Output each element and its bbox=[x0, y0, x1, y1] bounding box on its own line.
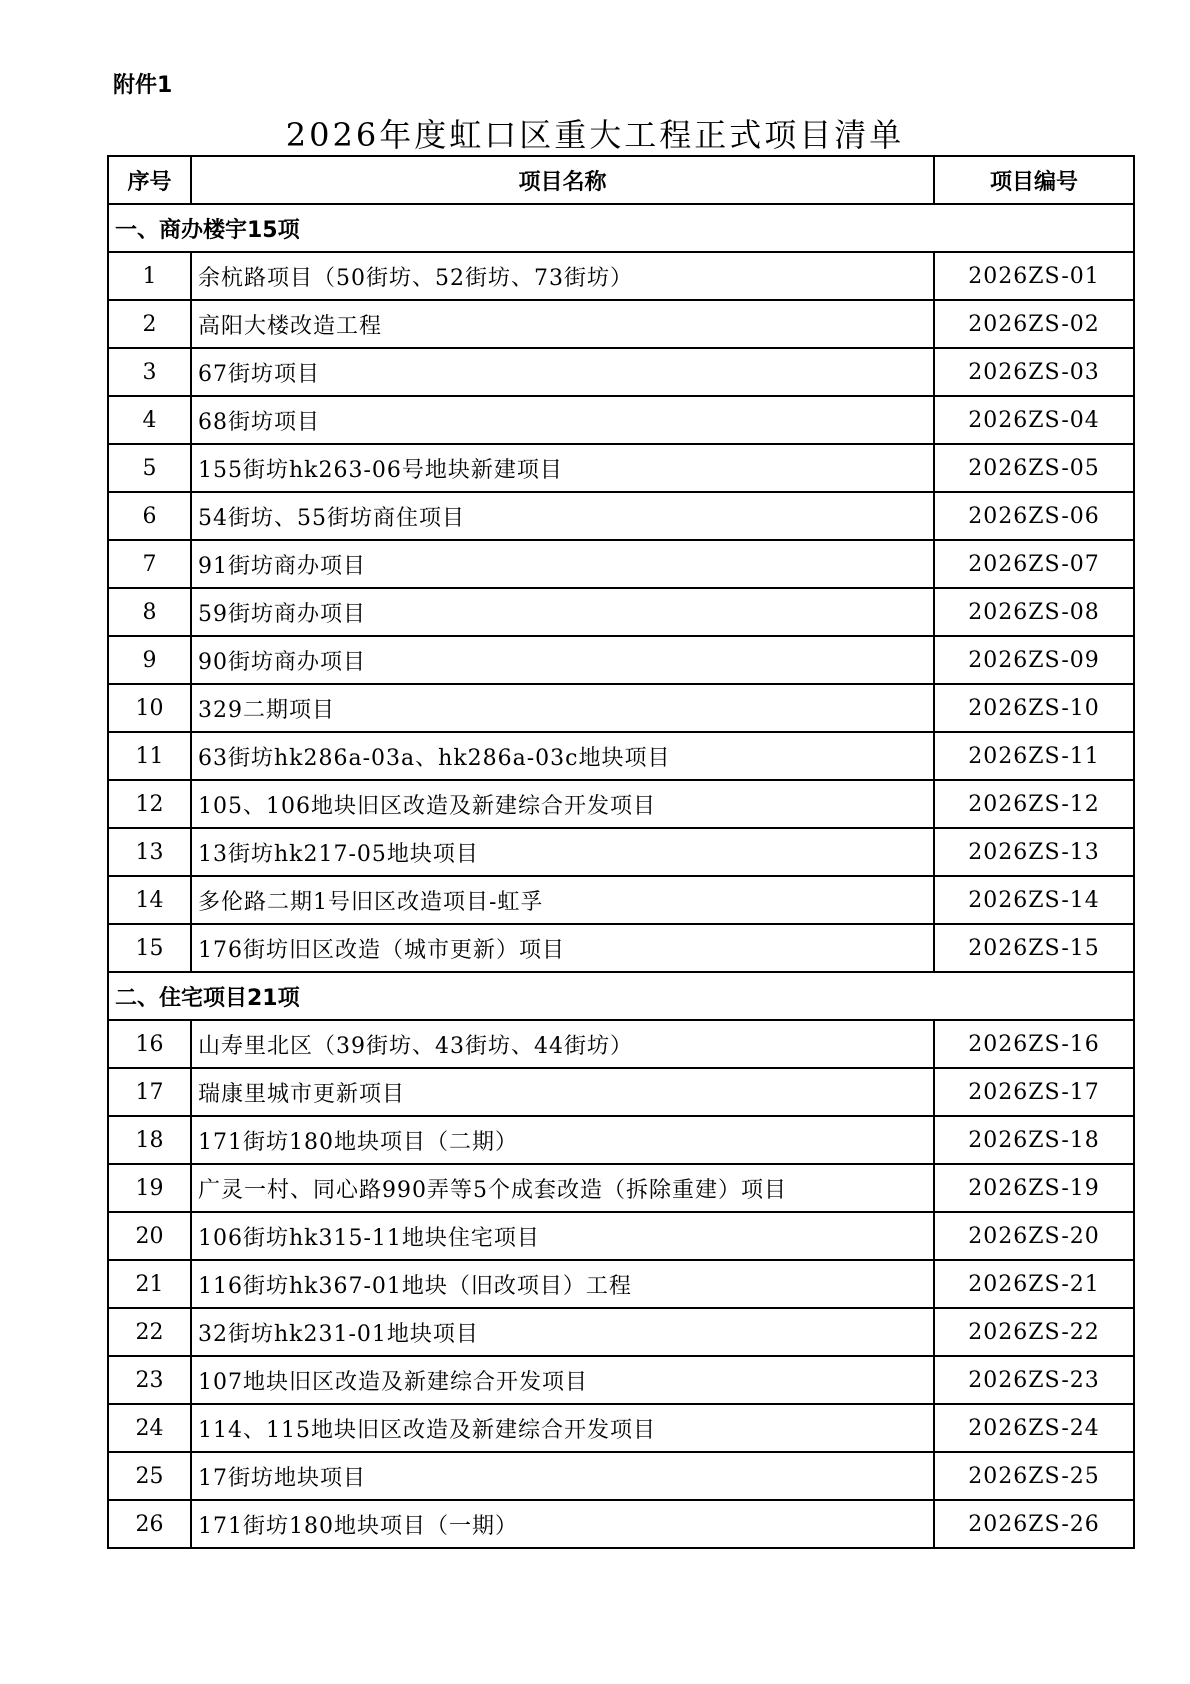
row-seq: 19 bbox=[108, 1164, 191, 1212]
row-seq: 18 bbox=[108, 1116, 191, 1164]
row-project-code: 2026ZS-22 bbox=[934, 1308, 1134, 1356]
table-row bbox=[108, 1116, 1134, 1164]
row-project-code: 2026ZS-06 bbox=[934, 492, 1134, 540]
table-row bbox=[108, 924, 1134, 972]
row-project-name: 广灵一村、同心路990弄等5个成套改造（拆除重建）项目 bbox=[191, 1164, 934, 1212]
row-project-code: 2026ZS-07 bbox=[934, 540, 1134, 588]
table-row bbox=[108, 828, 1134, 876]
row-project-code: 2026ZS-01 bbox=[934, 252, 1134, 300]
table-row bbox=[108, 780, 1134, 828]
row-project-code: 2026ZS-02 bbox=[934, 300, 1134, 348]
row-project-code: 2026ZS-10 bbox=[934, 684, 1134, 732]
table-row bbox=[108, 1356, 1134, 1404]
table-row bbox=[108, 1404, 1134, 1452]
row-project-code: 2026ZS-04 bbox=[934, 396, 1134, 444]
row-project-name: 68街坊项目 bbox=[191, 396, 934, 444]
row-project-name: 63街坊hk286a-03a、hk286a-03c地块项目 bbox=[191, 732, 934, 780]
row-seq: 11 bbox=[108, 732, 191, 780]
row-seq: 10 bbox=[108, 684, 191, 732]
table-row bbox=[108, 300, 1134, 348]
row-project-code: 2026ZS-15 bbox=[934, 924, 1134, 972]
row-project-name: 91街坊商办项目 bbox=[191, 540, 934, 588]
row-seq: 20 bbox=[108, 1212, 191, 1260]
row-seq: 4 bbox=[108, 396, 191, 444]
row-project-code: 2026ZS-12 bbox=[934, 780, 1134, 828]
row-seq: 2 bbox=[108, 300, 191, 348]
table-row bbox=[108, 1260, 1134, 1308]
row-project-name: 171街坊180地块项目（一期） bbox=[191, 1500, 934, 1548]
row-project-name: 176街坊旧区改造（城市更新）项目 bbox=[191, 924, 934, 972]
project-table bbox=[107, 155, 1135, 1549]
table-body bbox=[108, 204, 1134, 1548]
row-project-name: 155街坊hk263-06号地块新建项目 bbox=[191, 444, 934, 492]
row-seq: 25 bbox=[108, 1452, 191, 1500]
row-seq: 23 bbox=[108, 1356, 191, 1404]
row-seq: 5 bbox=[108, 444, 191, 492]
row-project-code: 2026ZS-20 bbox=[934, 1212, 1134, 1260]
row-project-name: 59街坊商办项目 bbox=[191, 588, 934, 636]
table-row bbox=[108, 636, 1134, 684]
table-row bbox=[108, 1500, 1134, 1548]
row-seq: 3 bbox=[108, 348, 191, 396]
row-project-name: 瑞康里城市更新项目 bbox=[191, 1068, 934, 1116]
row-seq: 14 bbox=[108, 876, 191, 924]
row-project-code: 2026ZS-09 bbox=[934, 636, 1134, 684]
row-seq: 21 bbox=[108, 1260, 191, 1308]
row-seq: 6 bbox=[108, 492, 191, 540]
row-seq: 7 bbox=[108, 540, 191, 588]
table-row bbox=[108, 540, 1134, 588]
row-project-code: 2026ZS-13 bbox=[934, 828, 1134, 876]
table-row bbox=[108, 492, 1134, 540]
row-project-code: 2026ZS-21 bbox=[934, 1260, 1134, 1308]
row-project-code: 2026ZS-17 bbox=[934, 1068, 1134, 1116]
table-row bbox=[108, 396, 1134, 444]
row-project-name: 171街坊180地块项目（二期） bbox=[191, 1116, 934, 1164]
row-project-code: 2026ZS-08 bbox=[934, 588, 1134, 636]
row-seq: 13 bbox=[108, 828, 191, 876]
row-seq: 17 bbox=[108, 1068, 191, 1116]
table-row bbox=[108, 348, 1134, 396]
table-row bbox=[108, 876, 1134, 924]
row-project-name: 余杭路项目（50街坊、52街坊、73街坊） bbox=[191, 252, 934, 300]
table-row bbox=[108, 684, 1134, 732]
row-project-name: 17街坊地块项目 bbox=[191, 1452, 934, 1500]
table-row bbox=[108, 1452, 1134, 1500]
row-project-name: 山寿里北区（39街坊、43街坊、44街坊） bbox=[191, 1020, 934, 1068]
row-seq: 22 bbox=[108, 1308, 191, 1356]
column-header-code: 项目编号 bbox=[934, 156, 1134, 204]
row-project-code: 2026ZS-03 bbox=[934, 348, 1134, 396]
row-project-code: 2026ZS-14 bbox=[934, 876, 1134, 924]
table-row bbox=[108, 1164, 1134, 1212]
section-label: 一、商办楼宇15项 bbox=[108, 204, 1134, 252]
row-project-code: 2026ZS-16 bbox=[934, 1020, 1134, 1068]
row-project-name: 105、106地块旧区改造及新建综合开发项目 bbox=[191, 780, 934, 828]
document-title: 2026年度虹口区重大工程正式项目清单 bbox=[285, 116, 905, 154]
section-row bbox=[108, 972, 1134, 1020]
row-project-code: 2026ZS-24 bbox=[934, 1404, 1134, 1452]
table-row bbox=[108, 1020, 1134, 1068]
row-project-code: 2026ZS-11 bbox=[934, 732, 1134, 780]
row-project-name: 106街坊hk315-11地块住宅项目 bbox=[191, 1212, 934, 1260]
section-label: 二、住宅项目21项 bbox=[108, 972, 1134, 1020]
row-project-name: 114、115地块旧区改造及新建综合开发项目 bbox=[191, 1404, 934, 1452]
table-row bbox=[108, 1068, 1134, 1116]
column-header-seq: 序号 bbox=[108, 156, 191, 204]
row-project-code: 2026ZS-19 bbox=[934, 1164, 1134, 1212]
row-project-name: 329二期项目 bbox=[191, 684, 934, 732]
row-project-name: 116街坊hk367-01地块（旧改项目）工程 bbox=[191, 1260, 934, 1308]
row-project-code: 2026ZS-25 bbox=[934, 1452, 1134, 1500]
row-project-name: 90街坊商办项目 bbox=[191, 636, 934, 684]
row-project-name: 54街坊、55街坊商住项目 bbox=[191, 492, 934, 540]
row-seq: 16 bbox=[108, 1020, 191, 1068]
row-project-name: 107地块旧区改造及新建综合开发项目 bbox=[191, 1356, 934, 1404]
row-project-name: 高阳大楼改造工程 bbox=[191, 300, 934, 348]
row-seq: 24 bbox=[108, 1404, 191, 1452]
table-row bbox=[108, 1308, 1134, 1356]
row-seq: 26 bbox=[108, 1500, 191, 1548]
table-row bbox=[108, 588, 1134, 636]
row-project-code: 2026ZS-05 bbox=[934, 444, 1134, 492]
table-header-row bbox=[108, 156, 1134, 204]
section-row bbox=[108, 204, 1134, 252]
table-row bbox=[108, 444, 1134, 492]
table-row bbox=[108, 732, 1134, 780]
row-project-name: 32街坊hk231-01地块项目 bbox=[191, 1308, 934, 1356]
table-row bbox=[108, 252, 1134, 300]
row-project-code: 2026ZS-18 bbox=[934, 1116, 1134, 1164]
row-project-code: 2026ZS-23 bbox=[934, 1356, 1134, 1404]
column-header-name: 项目名称 bbox=[191, 156, 934, 204]
row-project-code: 2026ZS-26 bbox=[934, 1500, 1134, 1548]
row-project-name: 67街坊项目 bbox=[191, 348, 934, 396]
row-project-name: 13街坊hk217-05地块项目 bbox=[191, 828, 934, 876]
row-project-name: 多伦路二期1号旧区改造项目-虹孚 bbox=[191, 876, 934, 924]
row-seq: 8 bbox=[108, 588, 191, 636]
row-seq: 1 bbox=[108, 252, 191, 300]
row-seq: 12 bbox=[108, 780, 191, 828]
row-seq: 9 bbox=[108, 636, 191, 684]
row-seq: 15 bbox=[108, 924, 191, 972]
table-row bbox=[108, 1212, 1134, 1260]
attachment-label: 附件1 bbox=[113, 73, 173, 98]
